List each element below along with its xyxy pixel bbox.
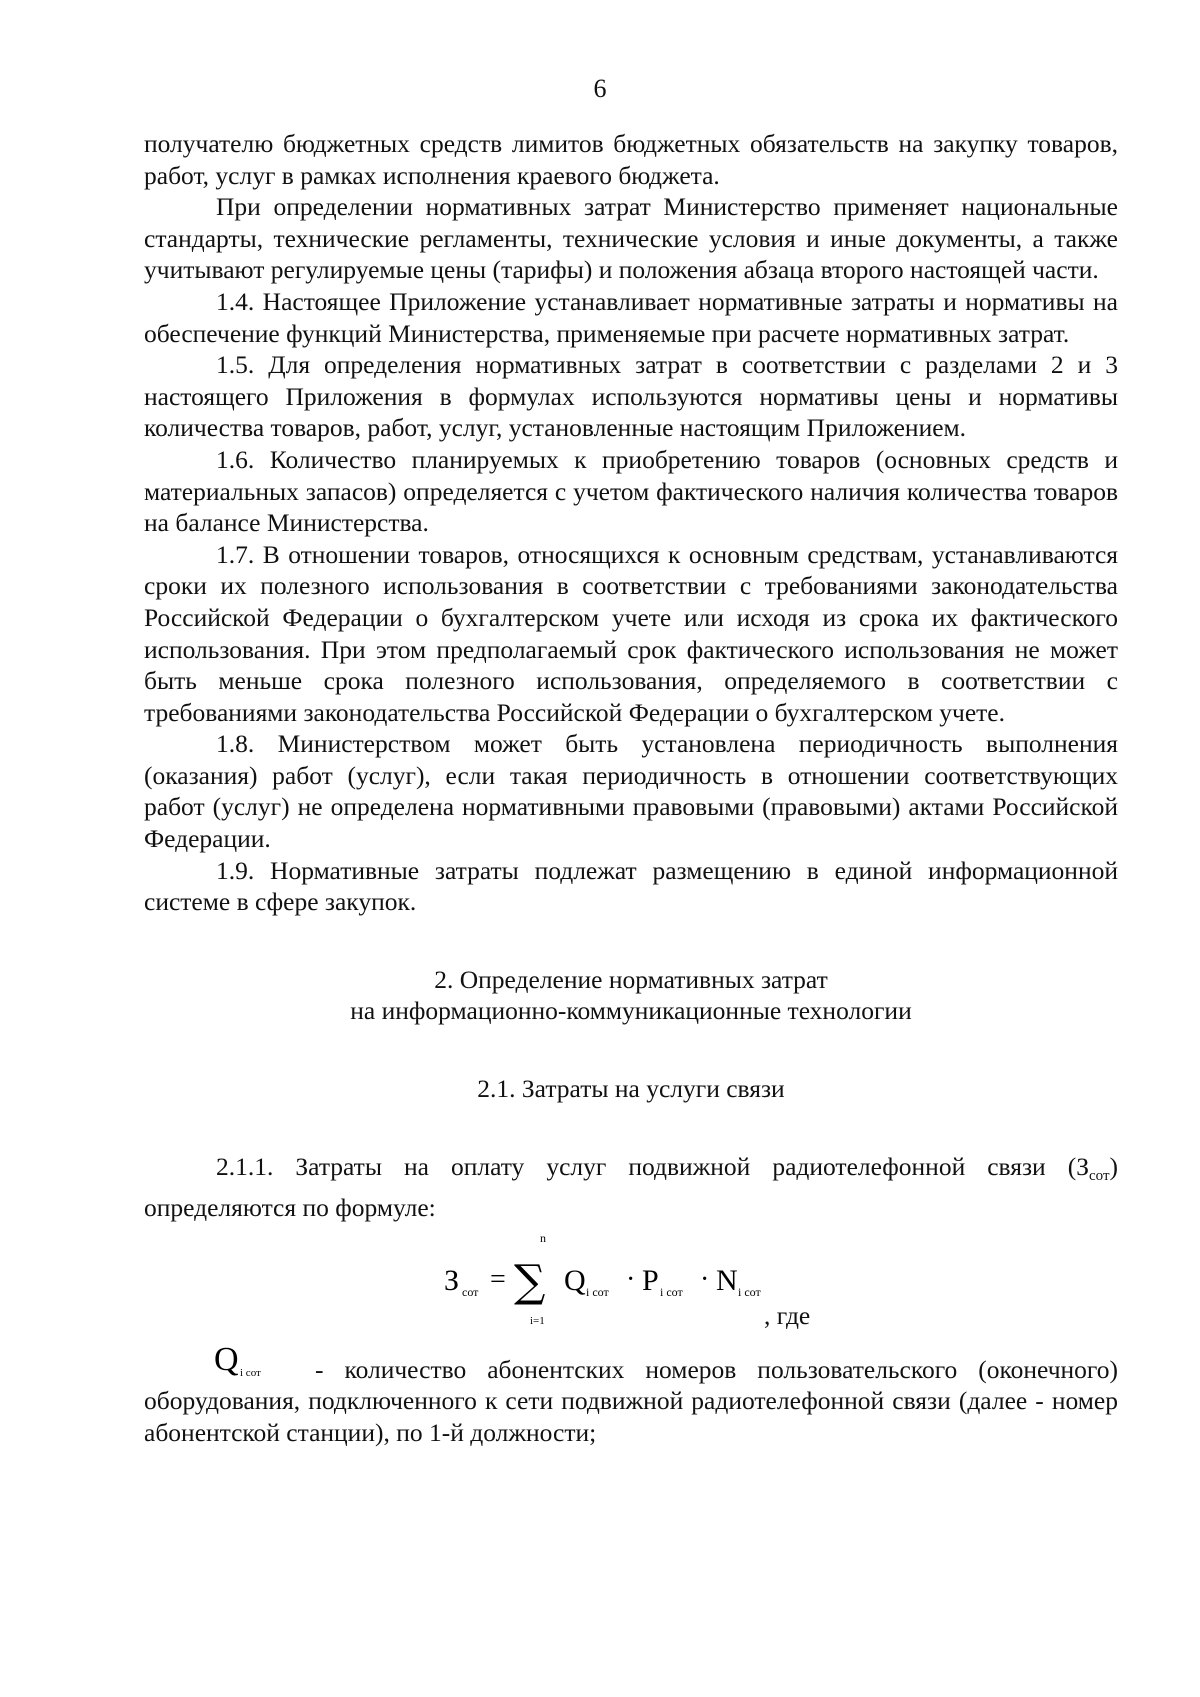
paragraph-1-8: 1.8. Министерством может быть установлена периодичность выполнения (оказания) работ (услуг), если такая периодичность в отношении соответствующих работ (услуг) не определена нормативными правовыми (правовыми) актами Российской Федерации. bbox=[144, 729, 1118, 854]
definition-q-letter: Q bbox=[214, 1340, 239, 1378]
section-heading-line2: на информационно-коммуникационные технологии bbox=[350, 996, 912, 1026]
paragraph-1-4: 1.4. Настоящее Приложение устанавливает нормативные затраты и нормативы на обеспечение функций Министерства, применяемые при расчете нормативных затрат. bbox=[144, 286, 1118, 348]
subsection-heading: 2.1. Затраты на услуги связи bbox=[477, 1074, 785, 1104]
definition-q-sub: i сот bbox=[240, 1366, 261, 1379]
paragraph-1-7: 1.7. В отношении товаров, относящихся к основным средствам, устанавливаются сроки их полезного использования в соответствии с требованиями законодательства Российской Федерации о бухгалтерском учете или исходя из срока их фактического использования. При этом предполагаемый срок фактического использования не может быть меньше срока полезного использования, определяемого в соответствии с требованиями законодательства Российской Федерации о бухгалтерском учете. bbox=[144, 539, 1118, 727]
paragraph-continuation: получателю бюджетных средств лимитов бюджетных обязательств на закупку товаров, работ, услуг в рамках исполнения краевого бюджета. bbox=[144, 129, 1118, 190]
formula-dot-1: · bbox=[626, 1263, 636, 1295]
page-number: 6 bbox=[593, 74, 607, 103]
paragraph-1-6: 1.6. Количество планируемых к приобретению товаров (основных средств и материальных запасов) определяется с учетом фактического наличия количества товаров на балансе Министерства. bbox=[144, 444, 1118, 538]
definition-q-text: - количество абонентских номеров пользовательского (оконечного) оборудования, подключенного к сети подвижной радиотелефонной связи (далее - номер абонентской станции), по 1-й должности; bbox=[144, 1354, 1118, 1447]
clause-subscript: сот bbox=[1088, 1167, 1110, 1184]
clause-text-after: ) определяются по формуле: bbox=[144, 1151, 1118, 1223]
paragraph-standards: При определении нормативных затрат Министерство применяет национальные стандарты, технические регламенты, технические условия и иные документы, а также учитывают регулируемые цены (тарифы) и положения абзаца второго настоящей части. bbox=[144, 192, 1118, 285]
formula-term-p-sub: i сот bbox=[660, 1284, 683, 1299]
formula-suffix: , где bbox=[764, 1300, 811, 1330]
body-text bbox=[144, 128, 1118, 1449]
formula-block bbox=[144, 1224, 1118, 1344]
paragraph-1-5: 1.5. Для определения нормативных затрат в соответствии с разделами 2 и 3 настоящего Приложения в формулах используются нормативы цены и нормативы количества товаров, работ, услуг, установленные настоящим Приложением. bbox=[144, 350, 1118, 443]
section-heading-line1: 2. Определение нормативных затрат bbox=[434, 964, 828, 994]
formula-term-q-sub: i сот bbox=[586, 1284, 609, 1299]
definition-q-symbol bbox=[144, 1340, 294, 1384]
formula-sum-upper: n bbox=[540, 1230, 546, 1245]
paragraph-2-1-1 bbox=[144, 1151, 1118, 1224]
formula-equals: = bbox=[490, 1263, 506, 1295]
formula-sum-lower: i=1 bbox=[530, 1314, 545, 1327]
clause-text-before: 2.1.1. Затраты на оплату услуг подвижной радиотелефонной связи (З bbox=[216, 1151, 1089, 1181]
formula-term-q: Q bbox=[564, 1263, 586, 1297]
formula-term-p: P bbox=[642, 1263, 659, 1297]
formula-lhs-sub: сот bbox=[462, 1284, 479, 1299]
formula-lhs: З bbox=[444, 1263, 460, 1297]
definition-q-paragraph bbox=[144, 1340, 1118, 1449]
summation-icon: ∑ bbox=[514, 1255, 546, 1307]
paragraph-1-9: 1.9. Нормативные затраты подлежат размещению в единой информационной системе в сфере закупок. bbox=[144, 855, 1118, 917]
formula-term-n: N bbox=[716, 1263, 738, 1297]
formula-term-n-sub: i сот bbox=[738, 1284, 761, 1299]
formula-dot-2: · bbox=[700, 1263, 710, 1295]
definition-q-svg bbox=[214, 1334, 294, 1384]
